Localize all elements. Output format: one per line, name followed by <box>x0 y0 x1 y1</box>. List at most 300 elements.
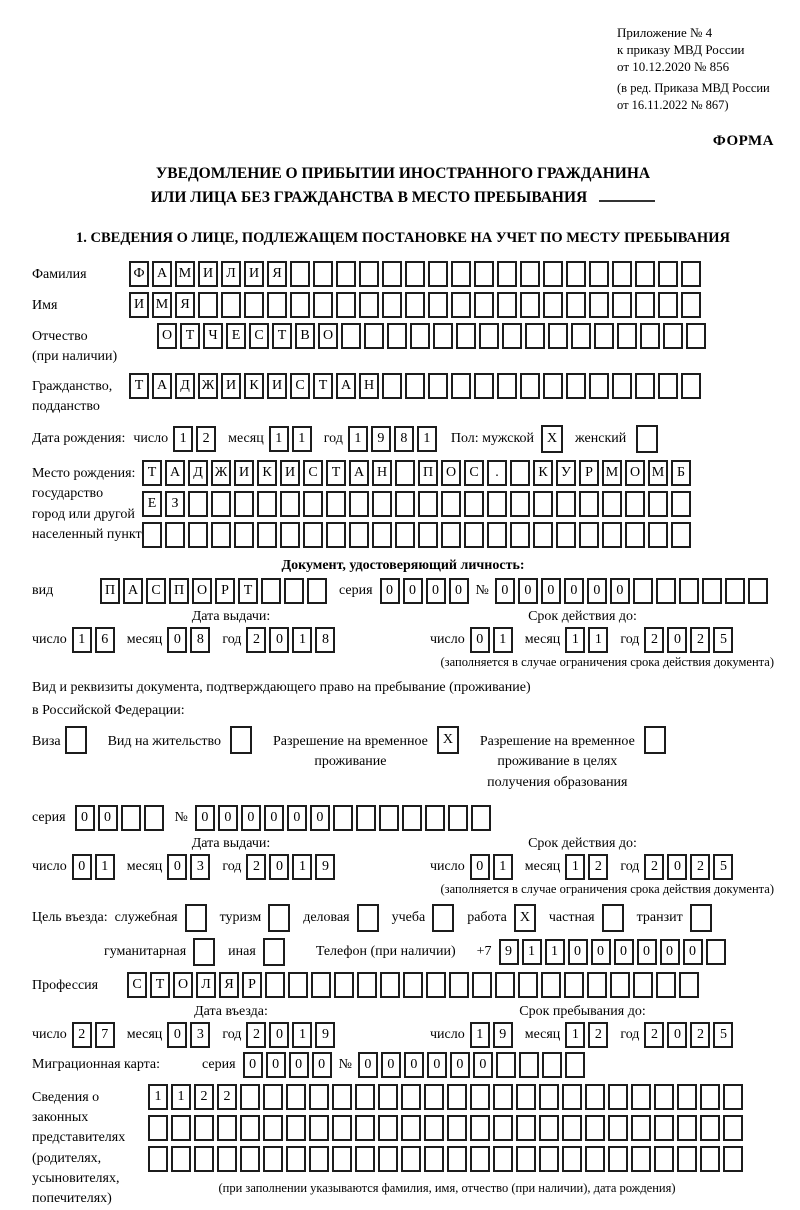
char-cell[interactable] <box>357 972 377 998</box>
char-cell[interactable]: 0 <box>310 805 330 831</box>
char-cell[interactable]: И <box>244 261 264 287</box>
char-cell[interactable]: 0 <box>98 805 118 831</box>
char-cell[interactable]: 2 <box>588 854 608 880</box>
char-cell[interactable]: 0 <box>637 939 657 965</box>
char-cell[interactable]: 0 <box>75 805 95 831</box>
purpose-other-checkbox[interactable] <box>263 938 285 966</box>
char-cell[interactable] <box>426 972 446 998</box>
char-cell[interactable] <box>497 292 517 318</box>
char-cell[interactable]: 0 <box>591 939 611 965</box>
char-cell[interactable] <box>631 1146 651 1172</box>
char-cell[interactable] <box>265 972 285 998</box>
char-cell[interactable] <box>286 1115 306 1141</box>
temporary-residence-education-checkbox[interactable] <box>644 726 666 754</box>
char-cell[interactable]: П <box>418 460 438 486</box>
char-cell[interactable] <box>148 1115 168 1141</box>
char-cell[interactable] <box>543 292 563 318</box>
char-cell[interactable] <box>519 1052 539 1078</box>
char-cell[interactable] <box>401 1084 421 1110</box>
char-cell[interactable]: 0 <box>614 939 634 965</box>
char-cell[interactable]: З <box>165 491 185 517</box>
char-cell[interactable]: О <box>173 972 193 998</box>
char-cell[interactable]: 0 <box>518 578 538 604</box>
char-cell[interactable]: У <box>556 460 576 486</box>
char-cell[interactable] <box>470 1115 490 1141</box>
purpose-humanitarian-checkbox[interactable] <box>193 938 215 966</box>
char-cell[interactable] <box>612 292 632 318</box>
char-cell[interactable]: А <box>152 261 172 287</box>
char-cell[interactable]: С <box>303 460 323 486</box>
char-cell[interactable] <box>594 323 614 349</box>
char-cell[interactable]: Я <box>219 972 239 998</box>
char-cell[interactable] <box>640 323 660 349</box>
char-cell[interactable] <box>648 522 668 548</box>
char-cell[interactable] <box>451 373 471 399</box>
char-cell[interactable] <box>382 292 402 318</box>
char-cell[interactable] <box>542 1052 562 1078</box>
char-cell[interactable] <box>336 261 356 287</box>
char-cell[interactable]: 0 <box>380 578 400 604</box>
char-cell[interactable] <box>244 292 264 318</box>
char-cell[interactable]: 0 <box>473 1052 493 1078</box>
char-cell[interactable] <box>280 491 300 517</box>
char-cell[interactable] <box>257 491 277 517</box>
char-cell[interactable]: 0 <box>426 578 446 604</box>
residence-permit-checkbox[interactable] <box>230 726 252 754</box>
char-cell[interactable]: Т <box>272 323 292 349</box>
char-cell[interactable]: 1 <box>348 426 368 452</box>
char-cell[interactable] <box>702 578 722 604</box>
char-cell[interactable]: Р <box>242 972 262 998</box>
char-cell[interactable]: П <box>169 578 189 604</box>
char-cell[interactable] <box>656 578 676 604</box>
char-cell[interactable] <box>723 1115 743 1141</box>
char-cell[interactable] <box>378 1084 398 1110</box>
char-cell[interactable]: Р <box>215 578 235 604</box>
char-cell[interactable]: 1 <box>545 939 565 965</box>
char-cell[interactable] <box>608 1084 628 1110</box>
char-cell[interactable]: А <box>165 460 185 486</box>
char-cell[interactable] <box>543 261 563 287</box>
char-cell[interactable]: 1 <box>292 1022 312 1048</box>
char-cell[interactable] <box>349 491 369 517</box>
char-cell[interactable] <box>221 292 241 318</box>
char-cell[interactable] <box>418 491 438 517</box>
char-cell[interactable] <box>472 972 492 998</box>
char-cell[interactable] <box>520 261 540 287</box>
char-cell[interactable] <box>566 261 586 287</box>
char-cell[interactable]: 2 <box>246 854 266 880</box>
char-cell[interactable] <box>562 1084 582 1110</box>
char-cell[interactable] <box>309 1146 329 1172</box>
char-cell[interactable] <box>441 491 461 517</box>
char-cell[interactable]: 2 <box>196 426 216 452</box>
char-cell[interactable] <box>562 1146 582 1172</box>
char-cell[interactable] <box>681 373 701 399</box>
char-cell[interactable]: В <box>295 323 315 349</box>
char-cell[interactable] <box>725 578 745 604</box>
char-cell[interactable] <box>566 373 586 399</box>
char-cell[interactable]: 1 <box>417 426 437 452</box>
char-cell[interactable]: 5 <box>713 1022 733 1048</box>
char-cell[interactable]: 0 <box>269 854 289 880</box>
char-cell[interactable]: 0 <box>264 805 284 831</box>
char-cell[interactable]: А <box>349 460 369 486</box>
char-cell[interactable] <box>635 261 655 287</box>
char-cell[interactable] <box>677 1084 697 1110</box>
char-cell[interactable]: 0 <box>449 578 469 604</box>
char-cell[interactable]: 9 <box>315 854 335 880</box>
char-cell[interactable]: П <box>100 578 120 604</box>
char-cell[interactable] <box>631 1115 651 1141</box>
char-cell[interactable]: М <box>175 261 195 287</box>
char-cell[interactable] <box>313 261 333 287</box>
char-cell[interactable] <box>585 1115 605 1141</box>
char-cell[interactable] <box>589 373 609 399</box>
char-cell[interactable] <box>355 1146 375 1172</box>
char-cell[interactable] <box>313 292 333 318</box>
char-cell[interactable] <box>565 1052 585 1078</box>
char-cell[interactable] <box>589 261 609 287</box>
char-cell[interactable]: С <box>249 323 269 349</box>
char-cell[interactable]: Я <box>267 261 287 287</box>
char-cell[interactable] <box>533 491 553 517</box>
char-cell[interactable]: 0 <box>568 939 588 965</box>
char-cell[interactable] <box>589 292 609 318</box>
char-cell[interactable] <box>356 805 376 831</box>
char-cell[interactable] <box>510 460 530 486</box>
char-cell[interactable] <box>290 261 310 287</box>
char-cell[interactable] <box>654 1115 674 1141</box>
char-cell[interactable]: И <box>129 292 149 318</box>
char-cell[interactable] <box>387 323 407 349</box>
char-cell[interactable] <box>493 1084 513 1110</box>
char-cell[interactable] <box>579 491 599 517</box>
char-cell[interactable]: 2 <box>217 1084 237 1110</box>
char-cell[interactable]: 7 <box>95 1022 115 1048</box>
char-cell[interactable]: О <box>318 323 338 349</box>
char-cell[interactable]: 2 <box>690 854 710 880</box>
char-cell[interactable] <box>240 1115 260 1141</box>
char-cell[interactable] <box>612 261 632 287</box>
char-cell[interactable] <box>625 522 645 548</box>
char-cell[interactable] <box>341 323 361 349</box>
char-cell[interactable]: 1 <box>565 1022 585 1048</box>
char-cell[interactable] <box>663 323 683 349</box>
char-cell[interactable] <box>261 578 281 604</box>
char-cell[interactable] <box>405 261 425 287</box>
char-cell[interactable] <box>378 1146 398 1172</box>
char-cell[interactable]: И <box>267 373 287 399</box>
char-cell[interactable]: 1 <box>292 426 312 452</box>
char-cell[interactable] <box>332 1084 352 1110</box>
purpose-private-checkbox[interactable] <box>602 904 624 932</box>
char-cell[interactable]: Д <box>188 460 208 486</box>
char-cell[interactable]: Т <box>129 373 149 399</box>
char-cell[interactable] <box>359 292 379 318</box>
char-cell[interactable]: Т <box>238 578 258 604</box>
char-cell[interactable] <box>234 491 254 517</box>
char-cell[interactable] <box>543 373 563 399</box>
char-cell[interactable] <box>548 323 568 349</box>
char-cell[interactable]: М <box>152 292 172 318</box>
char-cell[interactable] <box>633 578 653 604</box>
char-cell[interactable] <box>556 522 576 548</box>
char-cell[interactable]: 0 <box>312 1052 332 1078</box>
char-cell[interactable] <box>516 1146 536 1172</box>
char-cell[interactable] <box>334 972 354 998</box>
char-cell[interactable] <box>658 292 678 318</box>
char-cell[interactable]: 0 <box>564 578 584 604</box>
char-cell[interactable] <box>359 261 379 287</box>
char-cell[interactable]: 0 <box>541 578 561 604</box>
char-cell[interactable] <box>142 522 162 548</box>
char-cell[interactable] <box>309 1115 329 1141</box>
char-cell[interactable] <box>428 261 448 287</box>
char-cell[interactable]: Ж <box>211 460 231 486</box>
char-cell[interactable]: 0 <box>667 1022 687 1048</box>
char-cell[interactable]: Е <box>142 491 162 517</box>
char-cell[interactable] <box>654 1084 674 1110</box>
char-cell[interactable] <box>608 1146 628 1172</box>
char-cell[interactable] <box>284 578 304 604</box>
char-cell[interactable] <box>263 1115 283 1141</box>
char-cell[interactable]: 1 <box>522 939 542 965</box>
char-cell[interactable]: 0 <box>403 578 423 604</box>
char-cell[interactable] <box>679 972 699 998</box>
char-cell[interactable] <box>355 1115 375 1141</box>
char-cell[interactable] <box>658 261 678 287</box>
char-cell[interactable]: Д <box>175 373 195 399</box>
char-cell[interactable] <box>424 1084 444 1110</box>
char-cell[interactable]: Я <box>175 292 195 318</box>
char-cell[interactable] <box>217 1115 237 1141</box>
char-cell[interactable] <box>617 323 637 349</box>
sex-male-checkbox[interactable]: X <box>541 425 563 453</box>
char-cell[interactable] <box>405 292 425 318</box>
char-cell[interactable]: К <box>257 460 277 486</box>
char-cell[interactable] <box>449 972 469 998</box>
char-cell[interactable]: 0 <box>72 854 92 880</box>
char-cell[interactable]: 0 <box>241 805 261 831</box>
char-cell[interactable]: И <box>198 261 218 287</box>
char-cell[interactable] <box>217 1146 237 1172</box>
char-cell[interactable]: 5 <box>713 854 733 880</box>
char-cell[interactable]: Ч <box>203 323 223 349</box>
purpose-study-checkbox[interactable] <box>432 904 454 932</box>
char-cell[interactable] <box>470 1146 490 1172</box>
char-cell[interactable] <box>401 1146 421 1172</box>
char-cell[interactable]: 0 <box>683 939 703 965</box>
char-cell[interactable] <box>631 1084 651 1110</box>
char-cell[interactable] <box>493 1146 513 1172</box>
char-cell[interactable] <box>610 972 630 998</box>
char-cell[interactable]: 1 <box>565 627 585 653</box>
char-cell[interactable]: Т <box>150 972 170 998</box>
char-cell[interactable] <box>428 292 448 318</box>
char-cell[interactable] <box>401 1115 421 1141</box>
char-cell[interactable] <box>372 522 392 548</box>
char-cell[interactable] <box>723 1084 743 1110</box>
char-cell[interactable]: 1 <box>171 1084 191 1110</box>
char-cell[interactable] <box>539 1146 559 1172</box>
char-cell[interactable]: 1 <box>173 426 193 452</box>
char-cell[interactable] <box>612 373 632 399</box>
char-cell[interactable] <box>451 261 471 287</box>
char-cell[interactable] <box>706 939 726 965</box>
char-cell[interactable]: 0 <box>167 1022 187 1048</box>
char-cell[interactable]: 2 <box>690 627 710 653</box>
char-cell[interactable] <box>349 522 369 548</box>
char-cell[interactable]: 0 <box>404 1052 424 1078</box>
char-cell[interactable] <box>474 261 494 287</box>
char-cell[interactable]: Л <box>221 261 241 287</box>
char-cell[interactable]: 0 <box>195 805 215 831</box>
char-cell[interactable]: Ж <box>198 373 218 399</box>
char-cell[interactable]: 2 <box>246 627 266 653</box>
char-cell[interactable] <box>497 373 517 399</box>
char-cell[interactable] <box>364 323 384 349</box>
char-cell[interactable]: А <box>152 373 172 399</box>
char-cell[interactable]: А <box>123 578 143 604</box>
char-cell[interactable]: Ф <box>129 261 149 287</box>
char-cell[interactable] <box>681 292 701 318</box>
char-cell[interactable] <box>410 323 430 349</box>
char-cell[interactable] <box>303 522 323 548</box>
char-cell[interactable] <box>658 373 678 399</box>
purpose-business-checkbox[interactable] <box>357 904 379 932</box>
char-cell[interactable] <box>428 373 448 399</box>
char-cell[interactable]: 9 <box>493 1022 513 1048</box>
char-cell[interactable] <box>671 491 691 517</box>
char-cell[interactable]: 2 <box>644 627 664 653</box>
char-cell[interactable] <box>700 1115 720 1141</box>
char-cell[interactable] <box>378 1115 398 1141</box>
char-cell[interactable] <box>194 1115 214 1141</box>
char-cell[interactable] <box>700 1084 720 1110</box>
char-cell[interactable] <box>286 1084 306 1110</box>
char-cell[interactable] <box>171 1146 191 1172</box>
char-cell[interactable]: И <box>221 373 241 399</box>
char-cell[interactable]: 0 <box>610 578 630 604</box>
char-cell[interactable] <box>493 1115 513 1141</box>
char-cell[interactable] <box>144 805 164 831</box>
char-cell[interactable] <box>332 1146 352 1172</box>
char-cell[interactable]: О <box>625 460 645 486</box>
char-cell[interactable]: Л <box>196 972 216 998</box>
char-cell[interactable]: 1 <box>148 1084 168 1110</box>
char-cell[interactable] <box>474 373 494 399</box>
char-cell[interactable] <box>311 972 331 998</box>
char-cell[interactable]: Н <box>359 373 379 399</box>
char-cell[interactable] <box>240 1084 260 1110</box>
char-cell[interactable]: 1 <box>72 627 92 653</box>
char-cell[interactable]: 2 <box>644 854 664 880</box>
char-cell[interactable] <box>424 1115 444 1141</box>
char-cell[interactable] <box>447 1084 467 1110</box>
char-cell[interactable]: 0 <box>167 627 187 653</box>
char-cell[interactable]: Т <box>180 323 200 349</box>
char-cell[interactable]: 1 <box>470 1022 490 1048</box>
purpose-work-checkbox[interactable]: X <box>514 904 536 932</box>
char-cell[interactable]: И <box>234 460 254 486</box>
char-cell[interactable] <box>602 522 622 548</box>
char-cell[interactable] <box>425 805 445 831</box>
char-cell[interactable] <box>497 261 517 287</box>
char-cell[interactable] <box>402 805 422 831</box>
char-cell[interactable] <box>433 323 453 349</box>
char-cell[interactable] <box>418 522 438 548</box>
char-cell[interactable] <box>723 1146 743 1172</box>
char-cell[interactable] <box>447 1115 467 1141</box>
char-cell[interactable] <box>471 805 491 831</box>
char-cell[interactable]: 8 <box>190 627 210 653</box>
char-cell[interactable]: 1 <box>588 627 608 653</box>
char-cell[interactable] <box>380 972 400 998</box>
char-cell[interactable]: К <box>533 460 553 486</box>
char-cell[interactable] <box>464 491 484 517</box>
char-cell[interactable] <box>681 261 701 287</box>
char-cell[interactable]: 1 <box>493 627 513 653</box>
char-cell[interactable] <box>635 292 655 318</box>
char-cell[interactable] <box>748 578 768 604</box>
char-cell[interactable] <box>403 972 423 998</box>
char-cell[interactable]: 8 <box>394 426 414 452</box>
char-cell[interactable] <box>487 522 507 548</box>
char-cell[interactable] <box>510 522 530 548</box>
char-cell[interactable] <box>379 805 399 831</box>
char-cell[interactable]: Т <box>142 460 162 486</box>
char-cell[interactable] <box>188 522 208 548</box>
char-cell[interactable]: 1 <box>292 854 312 880</box>
char-cell[interactable]: 0 <box>495 578 515 604</box>
char-cell[interactable] <box>496 1052 516 1078</box>
char-cell[interactable]: С <box>290 373 310 399</box>
char-cell[interactable]: Р <box>579 460 599 486</box>
char-cell[interactable] <box>510 491 530 517</box>
char-cell[interactable]: 0 <box>587 578 607 604</box>
char-cell[interactable] <box>395 460 415 486</box>
char-cell[interactable]: 6 <box>95 627 115 653</box>
char-cell[interactable] <box>520 292 540 318</box>
char-cell[interactable] <box>585 1084 605 1110</box>
char-cell[interactable] <box>303 491 323 517</box>
char-cell[interactable]: 9 <box>315 1022 335 1048</box>
char-cell[interactable] <box>263 1146 283 1172</box>
char-cell[interactable]: Н <box>372 460 392 486</box>
char-cell[interactable] <box>267 292 287 318</box>
char-cell[interactable]: 1 <box>269 426 289 452</box>
char-cell[interactable] <box>579 522 599 548</box>
char-cell[interactable] <box>495 972 515 998</box>
char-cell[interactable] <box>451 292 471 318</box>
char-cell[interactable] <box>518 972 538 998</box>
char-cell[interactable] <box>288 972 308 998</box>
char-cell[interactable]: 2 <box>246 1022 266 1048</box>
char-cell[interactable]: 0 <box>167 854 187 880</box>
char-cell[interactable] <box>587 972 607 998</box>
char-cell[interactable] <box>671 522 691 548</box>
char-cell[interactable]: 0 <box>269 1022 289 1048</box>
char-cell[interactable] <box>585 1146 605 1172</box>
char-cell[interactable] <box>194 1146 214 1172</box>
char-cell[interactable] <box>307 578 327 604</box>
char-cell[interactable]: 0 <box>667 627 687 653</box>
char-cell[interactable]: О <box>441 460 461 486</box>
char-cell[interactable] <box>625 491 645 517</box>
char-cell[interactable] <box>171 1115 191 1141</box>
char-cell[interactable] <box>355 1084 375 1110</box>
